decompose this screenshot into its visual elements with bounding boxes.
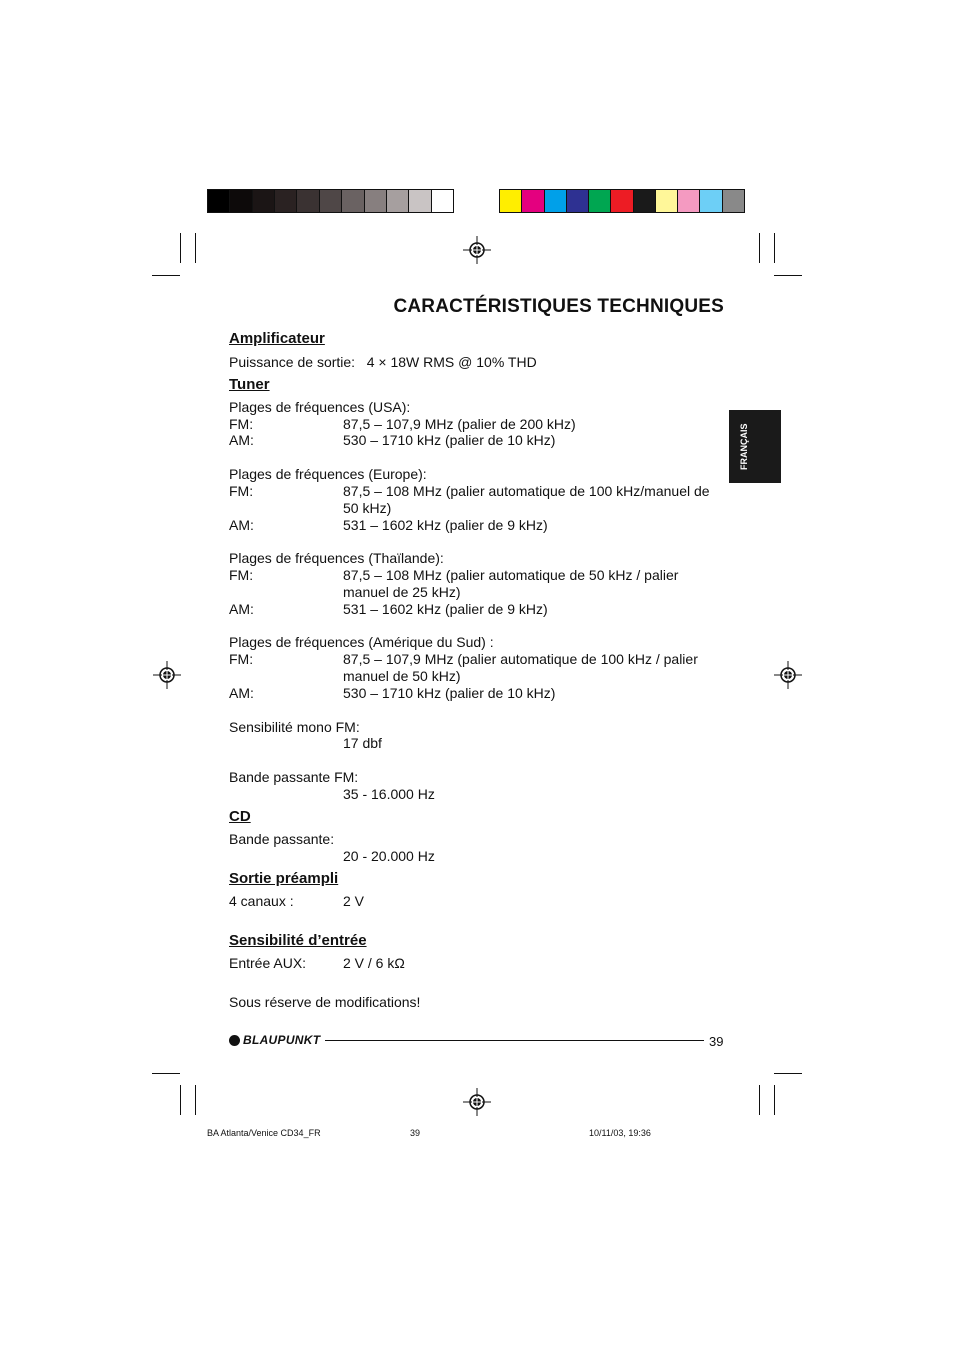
crop-mark [180,1085,181,1115]
page-number: 39 [709,1034,724,1049]
registration-mark-icon [153,661,181,689]
usa-label: Plages de fréquences (USA): [229,399,411,415]
thailand-label: Plages de fréquences (Thaïlande): [229,550,444,566]
color-swatch [545,190,567,212]
am-key: AM: [229,517,254,533]
language-tab [729,410,781,483]
fm-key: FM: [229,416,254,432]
output-power: Puissance de sortie: 4 × 18W RMS @ 10% THD [229,354,537,370]
color-swatch [409,190,431,212]
south-america-fm-value-cont: manuel de 50 kHz) [343,668,461,684]
color-swatch [432,190,453,212]
crop-mark [152,1073,180,1074]
color-swatch [275,190,297,212]
crop-mark [759,233,760,263]
brand-logo [229,1033,320,1047]
print-file-name: BA Atlanta/Venice CD34_FR [207,1128,321,1138]
preamp-value: 2 V [343,893,365,909]
am-key: AM: [229,432,254,448]
color-swatch [522,190,544,212]
fm-bandwidth-label: Bande passante FM: [229,769,359,785]
crop-mark [180,233,181,263]
crop-mark [774,1073,802,1074]
south-america-label: Plages de fréquences (Amérique du Sud) : [229,634,494,650]
fm-bandwidth-value: 35 - 16.000 Hz [343,786,435,802]
registration-mark-icon [774,661,802,689]
section-heading-input-sensitivity: Sensibilité d’entrée [229,932,367,949]
color-swatch [723,190,744,212]
section-heading-amplifier: Amplificateur [229,330,325,347]
section-heading-cd: CD [229,808,251,825]
crop-mark [774,1085,775,1115]
disclaimer-note: Sous réserve de modifications! [229,994,421,1010]
color-swatch [678,190,700,212]
language-tab-label: FRANÇAIS [739,423,749,470]
gray-scale-bar [207,189,454,213]
brand-name: BLAUPUNKT [243,1033,321,1047]
fm-key: FM: [229,483,254,499]
cd-bandwidth-value: 20 - 20.000 Hz [343,848,435,864]
aux-input-label: Entrée AUX: [229,955,307,971]
usa-am-value: 530 – 1710 kHz (palier de 10 kHz) [343,432,556,448]
footer-rule [325,1040,704,1041]
aux-input-value: 2 V / 6 kΩ [343,955,405,971]
color-swatch [342,190,364,212]
color-swatch [297,190,319,212]
europe-label: Plages de fréquences (Europe): [229,466,427,482]
am-key: AM: [229,685,254,701]
color-swatch [589,190,611,212]
color-swatch [634,190,656,212]
crop-mark [195,1085,196,1115]
print-page: 39 [410,1128,421,1138]
south-america-am-value: 530 – 1710 kHz (palier de 10 kHz) [343,685,556,701]
color-swatch [567,190,589,212]
am-key: AM: [229,601,254,617]
color-swatch [656,190,678,212]
crop-mark [774,233,775,263]
color-swatch [320,190,342,212]
preamp-channels-label: 4 canaux : [229,893,294,909]
color-swatch [611,190,633,212]
brand-dot-icon [229,1035,240,1046]
color-swatch [230,190,252,212]
crop-mark [195,233,196,263]
section-heading-preamp: Sortie préampli [229,870,339,887]
color-swatch [700,190,722,212]
page-title: CARACTÉRISTIQUES TECHNIQUES [393,296,724,317]
thailand-am-value: 531 – 1602 kHz (palier de 9 kHz) [343,601,548,617]
mono-sensitivity-label: Sensibilité mono FM: [229,719,360,735]
color-swatch [365,190,387,212]
south-america-fm-value: 87,5 – 107,9 MHz (palier automatique de 100 kHz / palier [343,651,698,667]
thailand-fm-value-cont: manuel de 25 kHz) [343,584,461,600]
color-swatch [500,190,522,212]
crop-mark [759,1085,760,1115]
registration-mark-icon [463,236,491,264]
crop-mark [152,275,180,276]
fm-key: FM: [229,567,254,583]
mono-sensitivity-value: 17 dbf [343,735,382,751]
color-scale-bar [499,189,745,213]
cd-bandwidth-label: Bande passante: [229,831,335,847]
thailand-fm-value: 87,5 – 108 MHz (palier automatique de 50 kHz / palier [343,567,679,583]
usa-fm-value: 87,5 – 107,9 MHz (palier de 200 kHz) [343,416,576,432]
color-swatch [253,190,275,212]
europe-fm-value-cont: 50 kHz) [343,500,392,516]
registration-mark-icon [463,1088,491,1116]
color-swatch [208,190,230,212]
europe-fm-value: 87,5 – 108 MHz (palier automatique de 100 kHz/manuel de [343,483,710,499]
europe-am-value: 531 – 1602 kHz (palier de 9 kHz) [343,517,548,533]
crop-mark [774,275,802,276]
color-swatch [387,190,409,212]
fm-key: FM: [229,651,254,667]
section-heading-tuner: Tuner [229,376,270,393]
print-datetime: 10/11/03, 19:36 [589,1128,651,1138]
